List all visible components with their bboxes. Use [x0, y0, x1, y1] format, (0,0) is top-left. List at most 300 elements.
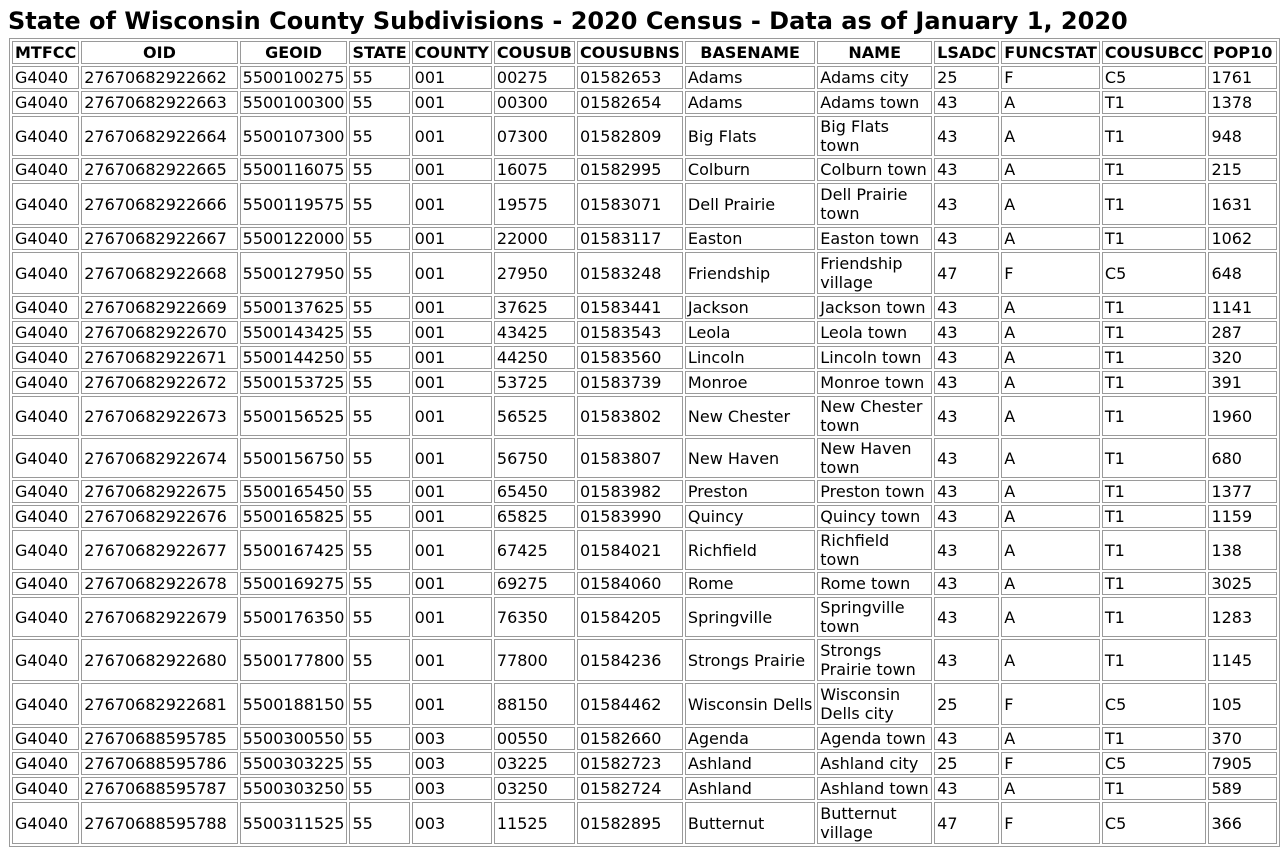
cell-cousubcc: T1 [1102, 438, 1207, 478]
cell-oid: 27670682922664 [81, 116, 237, 156]
cell-pop10: 105 [1208, 683, 1277, 725]
cell-state: 55 [349, 752, 409, 775]
cell-oid: 27670682922675 [81, 480, 237, 503]
cell-geoid: 5500176350 [240, 597, 348, 637]
table-row [12, 639, 1277, 681]
table-row [12, 296, 1277, 319]
cell-state: 55 [349, 480, 409, 503]
cell-funcstat: A [1001, 777, 1100, 800]
cell-geoid: 5500127950 [240, 252, 348, 294]
cell-cousubcc: T1 [1102, 530, 1207, 570]
cell-state: 55 [349, 252, 409, 294]
cell-geoid: 5500144250 [240, 346, 348, 369]
cell-lsadc: 47 [934, 252, 999, 294]
cell-cousubns: 01584462 [577, 683, 683, 725]
cell-funcstat: A [1001, 227, 1100, 250]
cell-mtfcc: G4040 [12, 296, 79, 319]
column-header-mtfcc: MTFCC [12, 41, 79, 64]
cell-geoid: 5500303250 [240, 777, 348, 800]
cell-name: Quincy town [817, 505, 932, 528]
cell-basename: Monroe [685, 371, 815, 394]
cell-cousubcc: C5 [1102, 802, 1207, 844]
cell-cousubns: 01584236 [577, 639, 683, 681]
cell-state: 55 [349, 91, 409, 114]
cell-mtfcc: G4040 [12, 91, 79, 114]
cell-cousubcc: T1 [1102, 183, 1207, 225]
table-row [12, 116, 1277, 156]
cell-funcstat: A [1001, 371, 1100, 394]
cell-cousubns: 01583739 [577, 371, 683, 394]
cell-name: Colburn town [817, 158, 932, 181]
cell-funcstat: A [1001, 321, 1100, 344]
cell-oid: 27670682922667 [81, 227, 237, 250]
cell-cousub: 44250 [494, 346, 575, 369]
cell-pop10: 1141 [1208, 296, 1277, 319]
column-header-geoid: GEOID [240, 41, 348, 64]
table-row [12, 777, 1277, 800]
cell-pop10: 1145 [1208, 639, 1277, 681]
cell-state: 55 [349, 183, 409, 225]
cell-funcstat: A [1001, 530, 1100, 570]
cell-geoid: 5500107300 [240, 116, 348, 156]
cell-pop10: 366 [1208, 802, 1277, 844]
cell-geoid: 5500100275 [240, 66, 348, 89]
cell-geoid: 5500169275 [240, 572, 348, 595]
cell-county: 001 [412, 296, 492, 319]
cell-cousub: 11525 [494, 802, 575, 844]
cell-mtfcc: G4040 [12, 597, 79, 637]
table-row [12, 321, 1277, 344]
cell-cousubns: 01583248 [577, 252, 683, 294]
cell-lsadc: 43 [934, 396, 999, 436]
cell-mtfcc: G4040 [12, 530, 79, 570]
cell-county: 003 [412, 802, 492, 844]
cell-name: Agenda town [817, 727, 932, 750]
cell-geoid: 5500143425 [240, 321, 348, 344]
table-row [12, 158, 1277, 181]
cell-name: Jackson town [817, 296, 932, 319]
column-header-funcstat: FUNCSTAT [1001, 41, 1100, 64]
cell-cousubns: 01582723 [577, 752, 683, 775]
cell-state: 55 [349, 346, 409, 369]
cell-cousubns: 01582724 [577, 777, 683, 800]
cell-basename: Strongs Prairie [685, 639, 815, 681]
cell-state: 55 [349, 371, 409, 394]
cell-county: 001 [412, 683, 492, 725]
cell-name: Wisconsin Dells city [817, 683, 932, 725]
cell-name: Dell Prairie town [817, 183, 932, 225]
cell-cousubns: 01582895 [577, 802, 683, 844]
cell-name: Springville town [817, 597, 932, 637]
cell-lsadc: 25 [934, 752, 999, 775]
table-row [12, 572, 1277, 595]
cell-geoid: 5500137625 [240, 296, 348, 319]
table-row [12, 727, 1277, 750]
cell-mtfcc: G4040 [12, 802, 79, 844]
column-header-cousub: COUSUB [494, 41, 575, 64]
cell-mtfcc: G4040 [12, 639, 79, 681]
cell-pop10: 1377 [1208, 480, 1277, 503]
table-row [12, 530, 1277, 570]
cell-lsadc: 43 [934, 480, 999, 503]
cell-pop10: 1283 [1208, 597, 1277, 637]
cell-basename: Lincoln [685, 346, 815, 369]
cell-geoid: 5500165450 [240, 480, 348, 503]
cell-pop10: 287 [1208, 321, 1277, 344]
table-row [12, 396, 1277, 436]
cell-county: 001 [412, 597, 492, 637]
cell-state: 55 [349, 438, 409, 478]
cell-cousubns: 01582653 [577, 66, 683, 89]
column-header-county: COUNTY [412, 41, 492, 64]
page-title: State of Wisconsin County Subdivisions - 2020 Census - Data as of January 1, 2020 [8, 7, 1128, 35]
cell-name: Big Flats town [817, 116, 932, 156]
cell-cousub: 16075 [494, 158, 575, 181]
cell-county: 001 [412, 183, 492, 225]
table-row [12, 683, 1277, 725]
cell-mtfcc: G4040 [12, 480, 79, 503]
cell-funcstat: F [1001, 252, 1100, 294]
cell-pop10: 7905 [1208, 752, 1277, 775]
cell-mtfcc: G4040 [12, 396, 79, 436]
cell-pop10: 1062 [1208, 227, 1277, 250]
cell-cousub: 27950 [494, 252, 575, 294]
cell-cousubns: 01584021 [577, 530, 683, 570]
cell-cousubcc: C5 [1102, 752, 1207, 775]
cell-pop10: 138 [1208, 530, 1277, 570]
cell-basename: New Haven [685, 438, 815, 478]
cell-mtfcc: G4040 [12, 252, 79, 294]
cell-pop10: 1159 [1208, 505, 1277, 528]
cell-state: 55 [349, 597, 409, 637]
cell-geoid: 5500188150 [240, 683, 348, 725]
cell-name: Friendship village [817, 252, 932, 294]
cell-funcstat: F [1001, 66, 1100, 89]
cell-cousubcc: C5 [1102, 252, 1207, 294]
cell-mtfcc: G4040 [12, 227, 79, 250]
cell-lsadc: 47 [934, 802, 999, 844]
cell-pop10: 680 [1208, 438, 1277, 478]
cell-mtfcc: G4040 [12, 116, 79, 156]
table-body [12, 66, 1277, 844]
cell-state: 55 [349, 777, 409, 800]
cell-basename: Wisconsin Dells [685, 683, 815, 725]
cell-pop10: 648 [1208, 252, 1277, 294]
cell-basename: Rome [685, 572, 815, 595]
cell-county: 001 [412, 639, 492, 681]
cell-basename: Adams [685, 66, 815, 89]
cell-county: 001 [412, 480, 492, 503]
cell-lsadc: 25 [934, 683, 999, 725]
table-row [12, 597, 1277, 637]
cell-funcstat: F [1001, 683, 1100, 725]
cell-geoid: 5500165825 [240, 505, 348, 528]
cell-lsadc: 43 [934, 116, 999, 156]
cell-name: Ashland city [817, 752, 932, 775]
cell-basename: Agenda [685, 727, 815, 750]
cell-cousub: 67425 [494, 530, 575, 570]
cell-pop10: 948 [1208, 116, 1277, 156]
cell-cousub: 07300 [494, 116, 575, 156]
cell-cousubcc: T1 [1102, 158, 1207, 181]
column-header-cousubcc: COUSUBCC [1102, 41, 1207, 64]
table-row [12, 346, 1277, 369]
cell-lsadc: 43 [934, 777, 999, 800]
cell-state: 55 [349, 530, 409, 570]
cell-pop10: 1761 [1208, 66, 1277, 89]
cell-county: 001 [412, 227, 492, 250]
cell-geoid: 5500177800 [240, 639, 348, 681]
cell-cousub: 56525 [494, 396, 575, 436]
cell-county: 001 [412, 396, 492, 436]
cell-oid: 27670682922670 [81, 321, 237, 344]
cell-state: 55 [349, 66, 409, 89]
cell-county: 001 [412, 346, 492, 369]
column-header-name: NAME [817, 41, 932, 64]
cell-geoid: 5500156525 [240, 396, 348, 436]
cell-oid: 27670682922662 [81, 66, 237, 89]
cell-funcstat: A [1001, 296, 1100, 319]
cell-basename: Friendship [685, 252, 815, 294]
cell-state: 55 [349, 158, 409, 181]
cell-state: 55 [349, 727, 409, 750]
cell-lsadc: 43 [934, 158, 999, 181]
cell-pop10: 1631 [1208, 183, 1277, 225]
cell-county: 001 [412, 572, 492, 595]
cell-state: 55 [349, 639, 409, 681]
subdivisions-table [9, 38, 1280, 847]
cell-funcstat: A [1001, 396, 1100, 436]
cell-cousubcc: T1 [1102, 396, 1207, 436]
column-header-lsadc: LSADC [934, 41, 999, 64]
cell-oid: 27670682922665 [81, 158, 237, 181]
cell-state: 55 [349, 683, 409, 725]
cell-pop10: 215 [1208, 158, 1277, 181]
cell-lsadc: 43 [934, 438, 999, 478]
cell-state: 55 [349, 802, 409, 844]
cell-geoid: 5500100300 [240, 91, 348, 114]
table-row [12, 252, 1277, 294]
cell-oid: 27670682922678 [81, 572, 237, 595]
cell-oid: 27670688595785 [81, 727, 237, 750]
cell-lsadc: 43 [934, 505, 999, 528]
cell-geoid: 5500156750 [240, 438, 348, 478]
cell-basename: Preston [685, 480, 815, 503]
cell-basename: Easton [685, 227, 815, 250]
cell-state: 55 [349, 396, 409, 436]
cell-cousub: 37625 [494, 296, 575, 319]
table-row [12, 371, 1277, 394]
cell-oid: 27670682922674 [81, 438, 237, 478]
cell-mtfcc: G4040 [12, 438, 79, 478]
cell-funcstat: A [1001, 480, 1100, 503]
cell-funcstat: A [1001, 183, 1100, 225]
cell-county: 001 [412, 371, 492, 394]
cell-cousubns: 01583560 [577, 346, 683, 369]
cell-cousubns: 01583071 [577, 183, 683, 225]
cell-funcstat: F [1001, 752, 1100, 775]
cell-funcstat: A [1001, 639, 1100, 681]
cell-oid: 27670682922669 [81, 296, 237, 319]
cell-funcstat: A [1001, 346, 1100, 369]
cell-cousub: 43425 [494, 321, 575, 344]
cell-cousub: 00300 [494, 91, 575, 114]
cell-cousub: 03250 [494, 777, 575, 800]
cell-geoid: 5500119575 [240, 183, 348, 225]
cell-oid: 27670682922677 [81, 530, 237, 570]
table-row [12, 66, 1277, 89]
cell-cousub: 00275 [494, 66, 575, 89]
cell-name: Leola town [817, 321, 932, 344]
cell-mtfcc: G4040 [12, 683, 79, 725]
cell-funcstat: A [1001, 158, 1100, 181]
cell-pop10: 3025 [1208, 572, 1277, 595]
table-row [12, 227, 1277, 250]
cell-county: 001 [412, 321, 492, 344]
cell-cousub: 69275 [494, 572, 575, 595]
cell-oid: 27670682922672 [81, 371, 237, 394]
cell-lsadc: 43 [934, 346, 999, 369]
cell-county: 001 [412, 158, 492, 181]
cell-cousub: 65825 [494, 505, 575, 528]
cell-lsadc: 25 [934, 66, 999, 89]
cell-oid: 27670682922673 [81, 396, 237, 436]
cell-name: Easton town [817, 227, 932, 250]
cell-cousub: 88150 [494, 683, 575, 725]
column-header-basename: BASENAME [685, 41, 815, 64]
cell-cousubcc: T1 [1102, 296, 1207, 319]
cell-cousubcc: T1 [1102, 727, 1207, 750]
cell-cousubcc: T1 [1102, 346, 1207, 369]
cell-state: 55 [349, 321, 409, 344]
cell-county: 001 [412, 530, 492, 570]
cell-mtfcc: G4040 [12, 346, 79, 369]
cell-county: 001 [412, 91, 492, 114]
cell-name: New Haven town [817, 438, 932, 478]
cell-oid: 27670688595788 [81, 802, 237, 844]
cell-oid: 27670682922666 [81, 183, 237, 225]
cell-lsadc: 43 [934, 572, 999, 595]
cell-cousub: 56750 [494, 438, 575, 478]
cell-cousubcc: T1 [1102, 572, 1207, 595]
cell-cousubcc: T1 [1102, 227, 1207, 250]
cell-funcstat: F [1001, 802, 1100, 844]
cell-oid: 27670688595786 [81, 752, 237, 775]
cell-name: Butternut village [817, 802, 932, 844]
header-row [12, 41, 1277, 64]
cell-cousubns: 01583802 [577, 396, 683, 436]
cell-geoid: 5500300550 [240, 727, 348, 750]
cell-basename: Springville [685, 597, 815, 637]
cell-name: Monroe town [817, 371, 932, 394]
cell-oid: 27670682922663 [81, 91, 237, 114]
cell-basename: Ashland [685, 777, 815, 800]
cell-cousubcc: T1 [1102, 505, 1207, 528]
cell-state: 55 [349, 505, 409, 528]
cell-state: 55 [349, 116, 409, 156]
cell-cousubns: 01584060 [577, 572, 683, 595]
cell-cousubcc: C5 [1102, 683, 1207, 725]
cell-funcstat: A [1001, 597, 1100, 637]
cell-funcstat: A [1001, 505, 1100, 528]
cell-mtfcc: G4040 [12, 777, 79, 800]
cell-mtfcc: G4040 [12, 158, 79, 181]
cell-cousubns: 01582660 [577, 727, 683, 750]
cell-funcstat: A [1001, 572, 1100, 595]
column-header-pop10: POP10 [1208, 41, 1277, 64]
cell-cousub: 22000 [494, 227, 575, 250]
cell-basename: Ashland [685, 752, 815, 775]
cell-funcstat: A [1001, 116, 1100, 156]
table-row [12, 480, 1277, 503]
cell-funcstat: A [1001, 91, 1100, 114]
table-row [12, 91, 1277, 114]
cell-funcstat: A [1001, 438, 1100, 478]
cell-name: Rome town [817, 572, 932, 595]
cell-mtfcc: G4040 [12, 505, 79, 528]
cell-basename: Jackson [685, 296, 815, 319]
cell-basename: Leola [685, 321, 815, 344]
cell-lsadc: 43 [934, 321, 999, 344]
cell-basename: Butternut [685, 802, 815, 844]
cell-state: 55 [349, 227, 409, 250]
column-header-oid: OID [81, 41, 237, 64]
cell-mtfcc: G4040 [12, 371, 79, 394]
cell-cousub: 53725 [494, 371, 575, 394]
cell-geoid: 5500311525 [240, 802, 348, 844]
cell-cousub: 03225 [494, 752, 575, 775]
cell-cousub: 00550 [494, 727, 575, 750]
table-row [12, 505, 1277, 528]
cell-funcstat: A [1001, 727, 1100, 750]
cell-oid: 27670682922676 [81, 505, 237, 528]
cell-cousubns: 01583807 [577, 438, 683, 478]
cell-pop10: 391 [1208, 371, 1277, 394]
cell-cousubns: 01582654 [577, 91, 683, 114]
cell-oid: 27670682922681 [81, 683, 237, 725]
cell-county: 003 [412, 777, 492, 800]
cell-basename: Colburn [685, 158, 815, 181]
cell-name: Lincoln town [817, 346, 932, 369]
cell-cousubcc: T1 [1102, 777, 1207, 800]
cell-mtfcc: G4040 [12, 66, 79, 89]
cell-name: New Chester town [817, 396, 932, 436]
cell-cousub: 76350 [494, 597, 575, 637]
cell-name: Ashland town [817, 777, 932, 800]
cell-name: Strongs Prairie town [817, 639, 932, 681]
cell-state: 55 [349, 572, 409, 595]
cell-geoid: 5500153725 [240, 371, 348, 394]
cell-cousubcc: C5 [1102, 66, 1207, 89]
cell-geoid: 5500167425 [240, 530, 348, 570]
cell-mtfcc: G4040 [12, 183, 79, 225]
cell-basename: Big Flats [685, 116, 815, 156]
cell-lsadc: 43 [934, 597, 999, 637]
cell-county: 001 [412, 252, 492, 294]
cell-lsadc: 43 [934, 371, 999, 394]
cell-geoid: 5500116075 [240, 158, 348, 181]
cell-oid: 27670688595787 [81, 777, 237, 800]
column-header-state: STATE [349, 41, 409, 64]
cell-oid: 27670682922680 [81, 639, 237, 681]
cell-county: 003 [412, 752, 492, 775]
cell-cousubns: 01583117 [577, 227, 683, 250]
cell-cousub: 77800 [494, 639, 575, 681]
cell-cousubns: 01584205 [577, 597, 683, 637]
cell-cousubcc: T1 [1102, 371, 1207, 394]
cell-geoid: 5500122000 [240, 227, 348, 250]
cell-mtfcc: G4040 [12, 752, 79, 775]
